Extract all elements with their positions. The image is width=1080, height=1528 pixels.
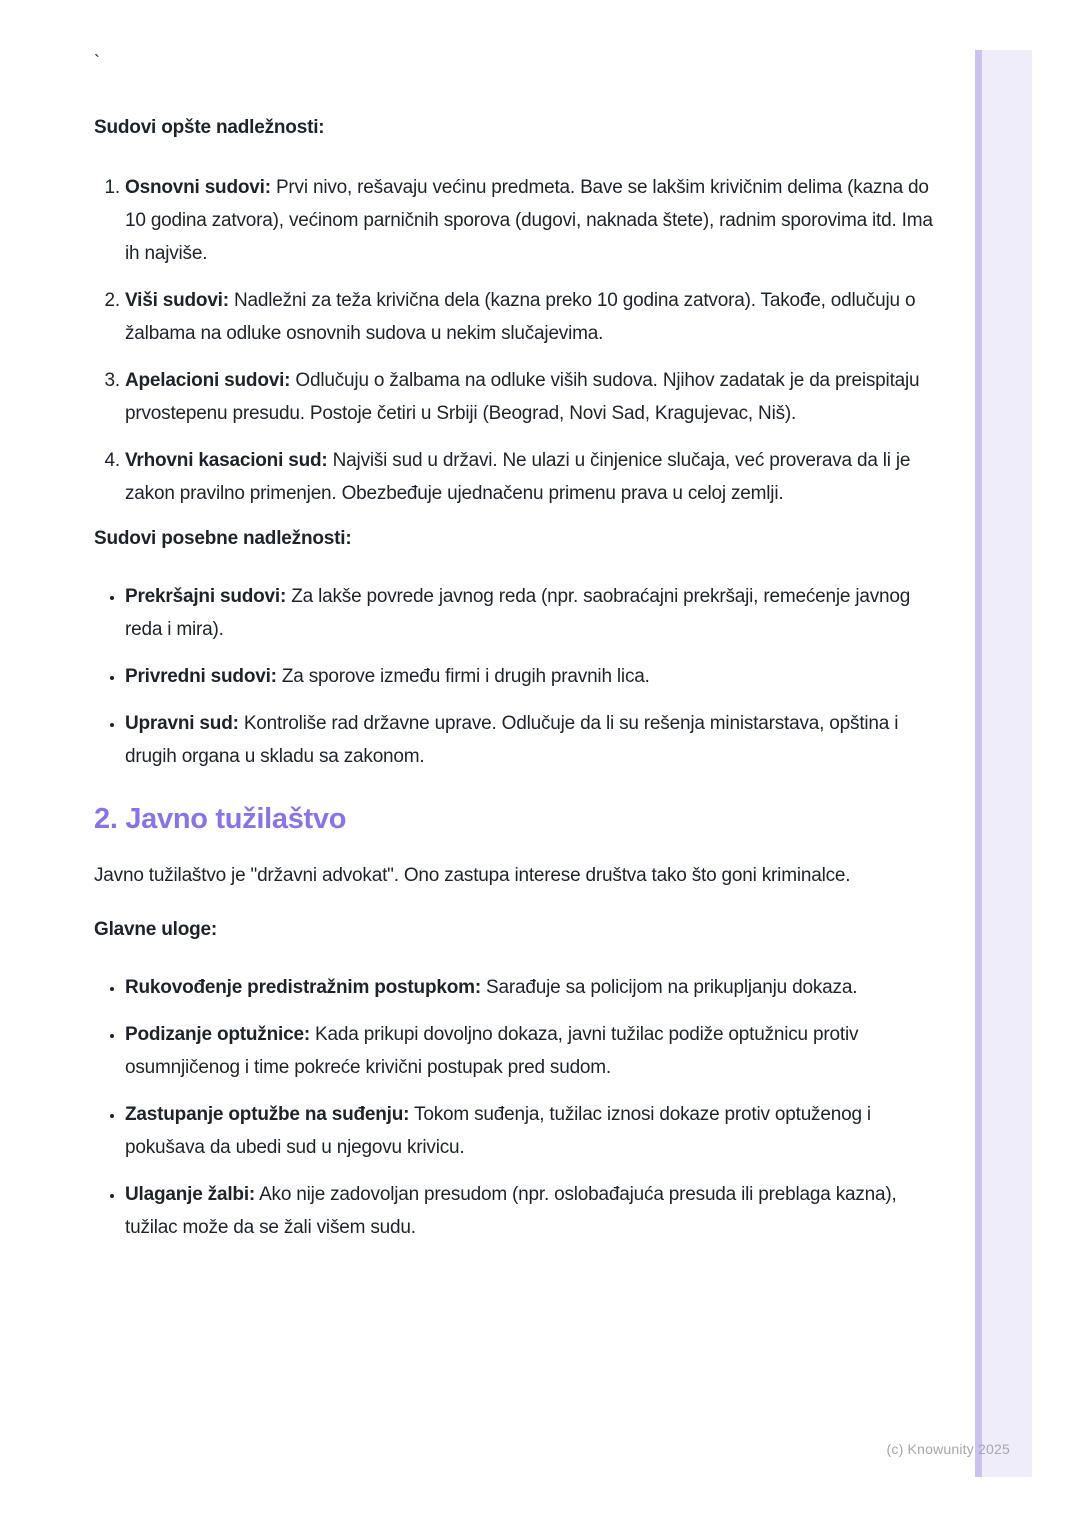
list-item-text: Sarađuje sa policijom na prikupljanju dokaza. [486,977,858,998]
list-item-text: Najviši sud u državi. Ne ulazi u činjenice slučaja, već proverava da li je zakon pravilno primenjen. Obezbeđuje ujednačenu primenu prava u celoj zemlji. [125,450,911,504]
list-item-text: Za sporove između firmi i drugih pravnih lica. [281,666,650,687]
prosecution-section-heading: 2. Javno tužilaštvo [94,803,347,835]
list-item-text: Tokom suđenja, tužilac iznosi dokaze protiv optuženog i pokušava da ubedi sud u njegovu krivicu. [125,1104,871,1158]
list-item [125,1178,939,1244]
list-item-term: Rukovođenje predistražnim postupkom: [125,977,481,998]
list-item-term: Prekršajni sudovi: [125,586,287,607]
list-item-term: Ulaganje žalbi: [125,1184,256,1205]
list-item [125,1018,939,1084]
list-item-term: Zastupanje optužbe na suđenju: [125,1104,410,1125]
list-item-text: Ako nije zadovoljan presudom (npr. oslobađajuća presuda ili preblaga kazna), tužilac može da se žali višem sudu. [125,1184,897,1238]
list-item [125,364,939,430]
list-item [125,660,939,693]
stray-backtick-mark: ` [94,52,100,72]
list-item [125,444,939,510]
list-item-term: Privredni sudovi: [125,666,277,687]
list-item-term: Upravni sud: [125,713,239,734]
footer-copyright: (c) Knowunity 2025 [886,1441,1010,1457]
list-item [125,971,939,1004]
list-item-text: Kada prikupi dovoljno dokaza, javni tužilac podiže optužnicu protiv osumnjičenog i time pokreće krivični postupak pred sudom. [125,1024,859,1078]
list-item [125,580,939,646]
special-courts-list [94,580,939,773]
list-item-term: Apelacioni sudovi: [125,370,291,391]
list-item-text: Prvi nivo, rešavaju većinu predmeta. Bave se lakšim krivičnim delima (kazna do 10 godina zatvora), većinom parničnih sporova (dugovi, naknada štete), radnim sporovima itd. Ima ih najviše. [125,177,933,264]
main-roles-heading: Glavne uloge: [94,919,218,940]
list-item-text: Kontroliše rad državne uprave. Odlučuje da li su rešenja ministarstava, opština i drugih organa u skladu sa zakonom. [125,713,899,767]
list-item-term: Podizanje optužnice: [125,1024,310,1045]
list-item [125,1098,939,1164]
list-item-text: Za lakše povrede javnog reda (npr. saobraćajni prekršaji, remećenje javnog reda i mira). [125,586,911,640]
list-item [125,284,939,350]
list-item-term: Viši sudovi: [125,290,229,311]
general-courts-heading: Sudovi opšte nadležnosti: [94,117,325,138]
list-item-term: Vrhovni kasacioni sud: [125,450,328,471]
list-item-term: Osnovni sudovi: [125,177,271,198]
document-page [94,0,939,1244]
general-courts-list [94,171,939,510]
list-item [125,171,939,270]
list-item-text: Odlučuju o žalbama na odluke viših sudova. Njihov zadatak je da preispitaju prvostepenu presudu. Postoje četiri u Srbiji (Beograd, Novi Sad, Kragujevac, Niš). [125,370,920,424]
right-edge-decoration [975,50,1032,1477]
list-item-text: Nadležni za teža krivična dela (kazna preko 10 godina zatvora). Takođe, odlučuju o žalbama na odluke osnovnih sudova u nekim slučajevima. [125,290,916,344]
prosecution-intro-paragraph: Javno tužilaštvo je "državni advokat". Ono zastupa interese društva tako što goni kriminalce. [94,865,851,886]
list-item [125,707,939,773]
special-courts-heading: Sudovi posebne nadležnosti: [94,528,352,549]
main-roles-list [94,971,939,1244]
